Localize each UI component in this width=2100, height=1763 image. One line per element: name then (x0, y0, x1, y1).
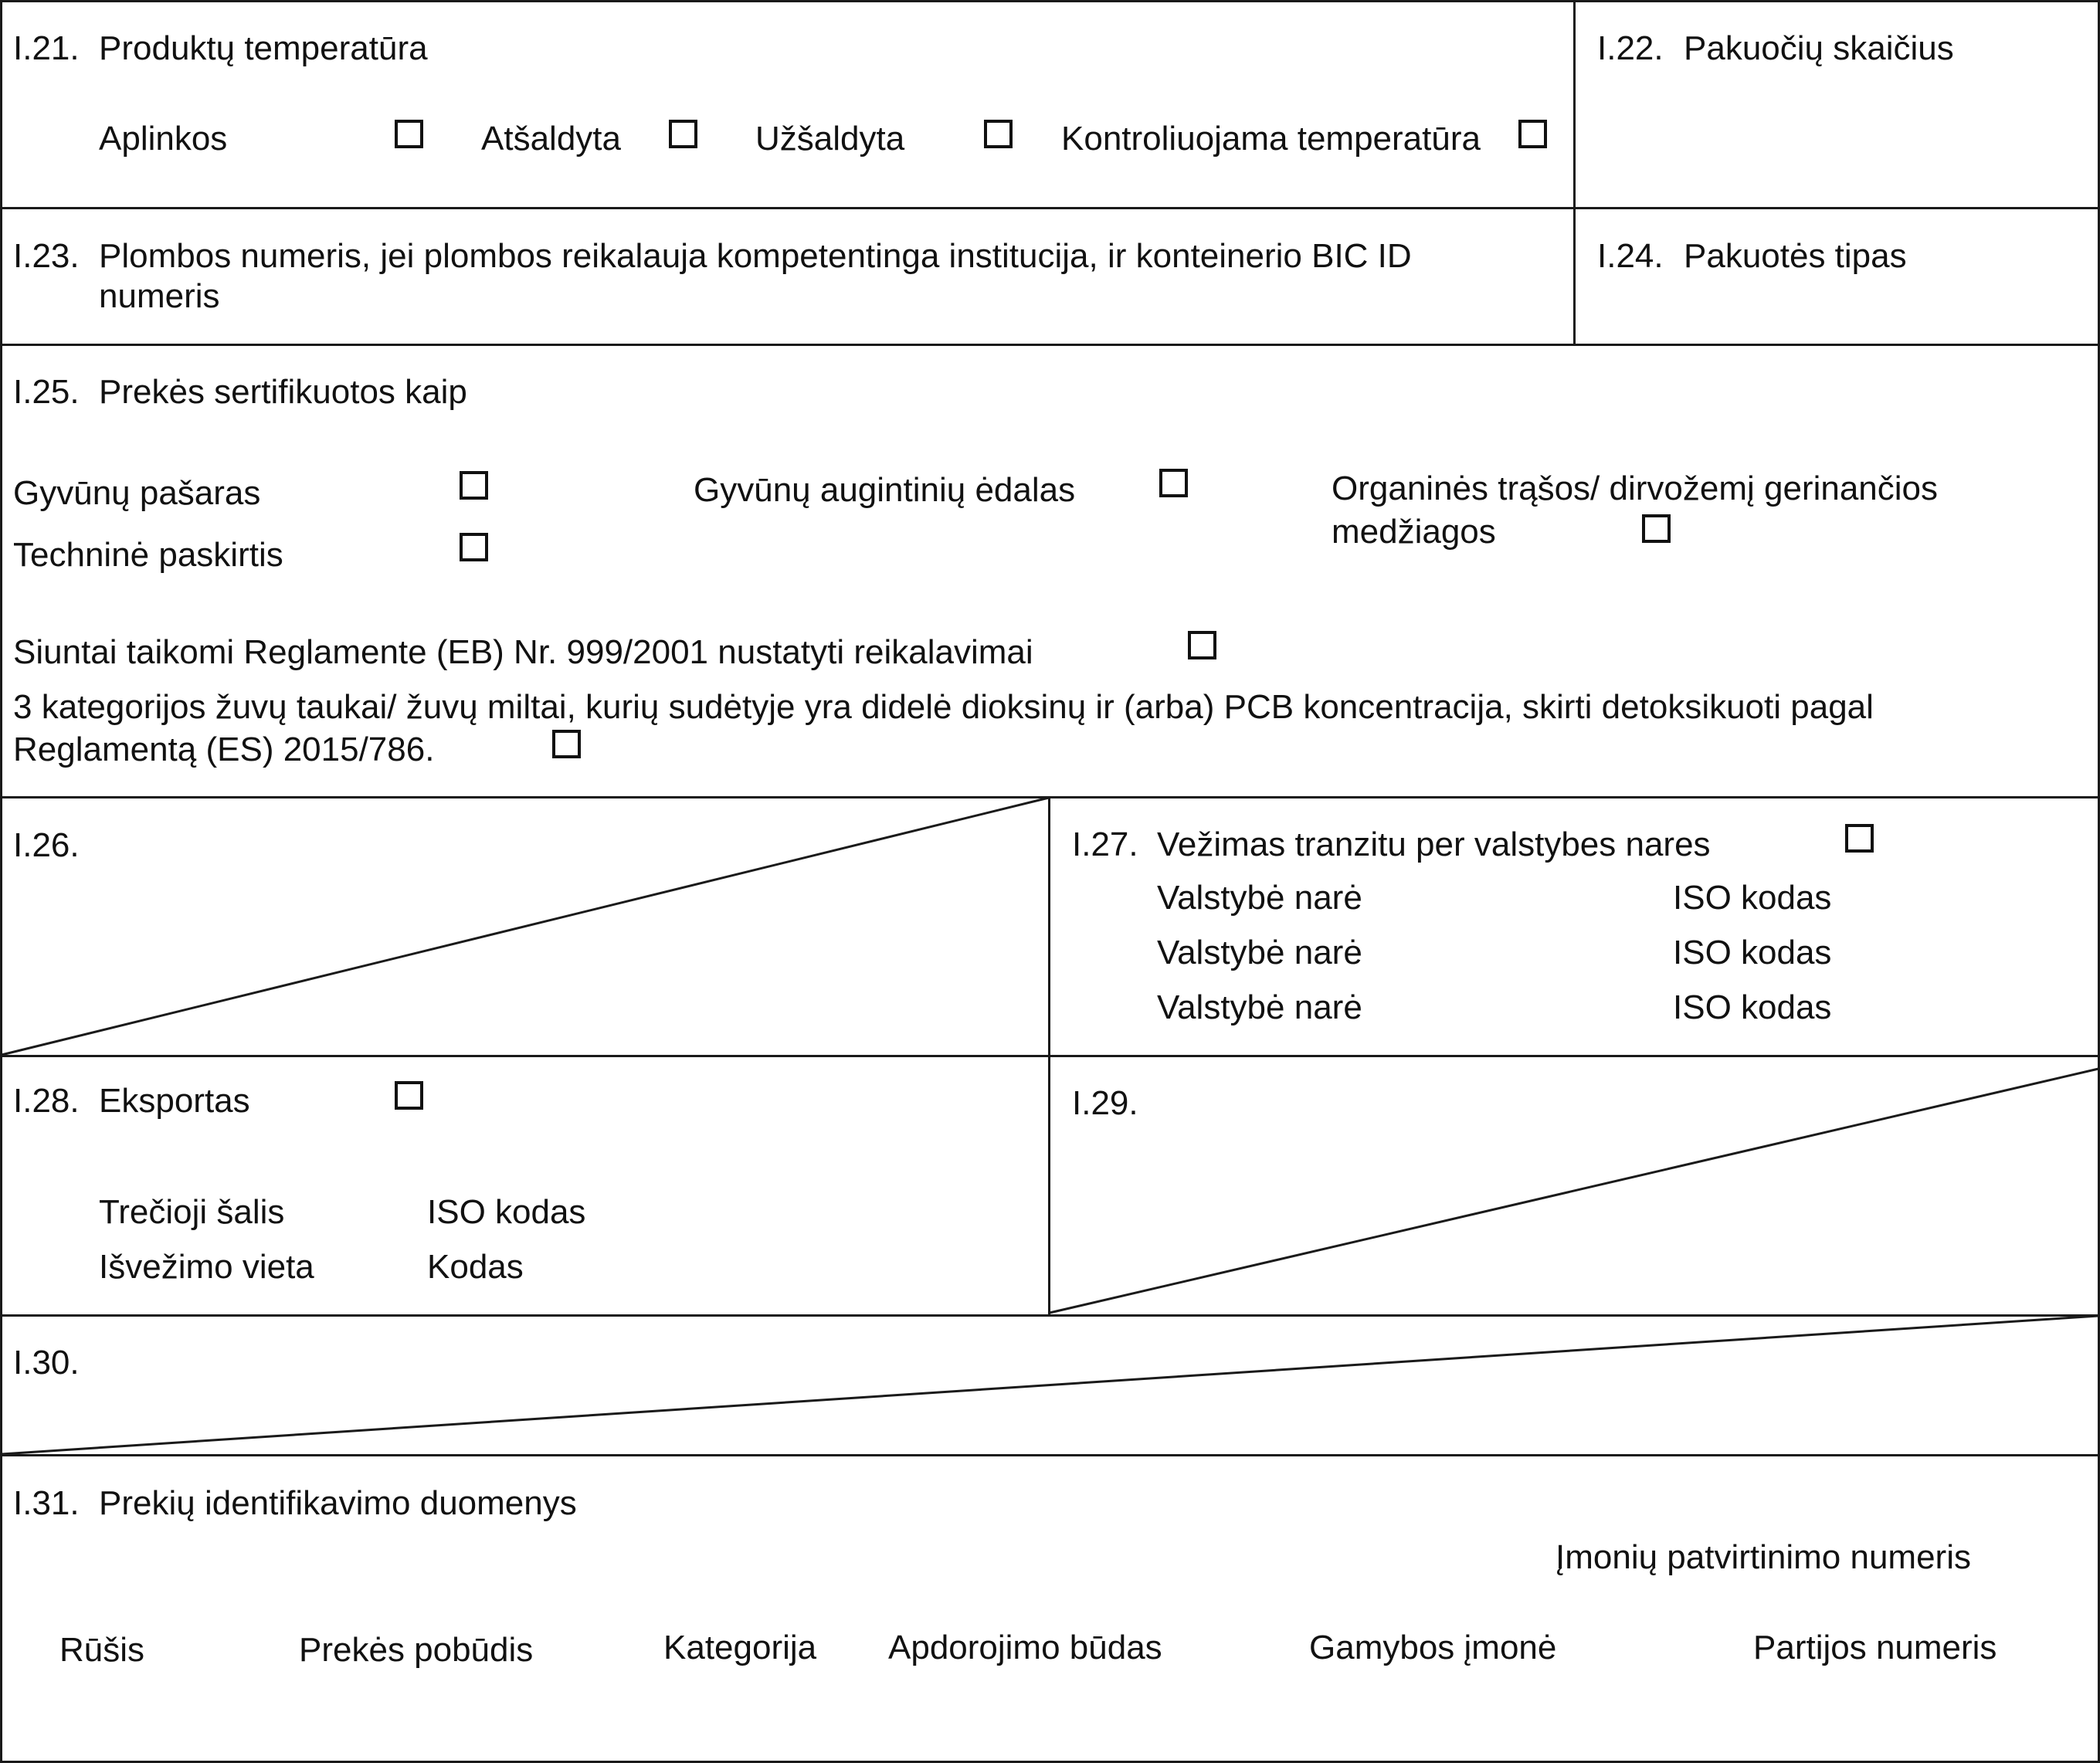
i25-gyvunu-pasaras-checkbox[interactable] (460, 471, 488, 500)
i25-organines-label-line1: Organinės trąšos/ dirvožemį gerinančios (1332, 470, 1939, 507)
i28-number: I.28. (13, 1082, 80, 1120)
i27-iso-label: ISO kodas (1673, 934, 1832, 971)
i26-diagonal (2, 798, 1049, 1055)
i25-zuvu-label-line2: Reglamentą (ES) 2015/786. (13, 731, 435, 768)
i21-atsaldyta-checkbox[interactable] (669, 120, 697, 148)
i25-zuvu-checkbox[interactable] (552, 730, 581, 758)
i21-title: Produktų temperatūra (99, 29, 428, 67)
i25-organines-label-line2: medžiagos (1332, 513, 1496, 551)
i25-reglamentas-999-checkbox[interactable] (1188, 631, 1216, 659)
i28-trecioji-salis-label: Trečioji šalis (99, 1193, 285, 1231)
i21-option-aplinkos: Aplinkos (99, 120, 228, 158)
i21-option-uzsaldyta: Užšaldyta (755, 120, 905, 158)
i31-title: Prekių identifikavimo duomenys (99, 1484, 577, 1522)
i27-title: Vežimas tranzitu per valstybes nares (1157, 826, 1711, 863)
i31-number: I.31. (13, 1484, 80, 1522)
i31-column-kategorija: Kategorija (663, 1629, 817, 1666)
i27-tranzitas-checkbox[interactable] (1845, 824, 1874, 853)
i22-number: I.22. (1597, 29, 1664, 67)
i29-number: I.29. (1072, 1084, 1138, 1122)
i31-column-rusis: Rūšis (59, 1631, 145, 1669)
i26-number: I.26. (13, 826, 80, 864)
i31-column-apdorojimo-budas: Apdorojimo būdas (888, 1629, 1162, 1666)
i28-title: Eksportas (99, 1082, 250, 1120)
i25-augintiniu-edalas-label: Gyvūnų augintinių ėdalas (694, 471, 1076, 509)
i21-option-kontroliuojama: Kontroliuojama temperatūra (1061, 120, 1481, 158)
i25-organines-checkbox[interactable] (1642, 514, 1671, 543)
i31-column-gamybos-imone: Gamybos įmonė (1309, 1629, 1557, 1666)
i30-diagonal (2, 1316, 2098, 1454)
i23-number: I.23. (13, 237, 80, 275)
i21-number: I.21. (13, 29, 80, 67)
i25-technine-checkbox[interactable] (460, 533, 488, 561)
i27-iso-label: ISO kodas (1673, 879, 1832, 917)
i28-eksportas-checkbox[interactable] (395, 1081, 423, 1110)
i28-kodas-label: Kodas (427, 1248, 524, 1286)
i27-number: I.27. (1072, 826, 1138, 863)
i28-isvezimo-vieta-label: Išvežimo vieta (99, 1248, 314, 1286)
i22-title: Pakuočių skaičius (1684, 29, 1954, 67)
i28-iso-kodas-label: ISO kodas (427, 1193, 586, 1231)
i25-reglamentas-999-label: Siuntai taikomi Reglamente (EB) Nr. 999/2001 nustatyti reikalavimai (13, 633, 1033, 671)
i31-column-partijos-numeris: Partijos numeris (1753, 1629, 1997, 1666)
i29-diagonal (1050, 1069, 2098, 1313)
i27-state-label: Valstybė narė (1157, 988, 1362, 1026)
i21-aplinkos-checkbox[interactable] (395, 120, 423, 148)
i24-number: I.24. (1597, 237, 1664, 275)
i21-kontroliuojama-checkbox[interactable] (1518, 120, 1547, 148)
i25-technine-label: Techninė paskirtis (13, 536, 283, 574)
i21-uzsaldyta-checkbox[interactable] (984, 120, 1013, 148)
i24-title: Pakuotės tipas (1684, 237, 1907, 275)
i25-augintiniu-edalas-checkbox[interactable] (1159, 469, 1188, 497)
i27-state-label: Valstybė narė (1157, 879, 1362, 917)
i25-gyvunu-pasaras-label: Gyvūnų pašaras (13, 474, 261, 512)
i25-number: I.25. (13, 373, 80, 411)
i23-title-line2: numeris (99, 277, 220, 315)
i23-title-line1: Plombos numeris, jei plombos reikalauja kompetentinga institucija, ir konteinerio BIC ID (99, 237, 1412, 275)
i30-number: I.30. (13, 1344, 80, 1382)
i21-option-atsaldyta: Atšaldyta (481, 120, 621, 158)
i31-column-prekes-pobudis: Prekės pobūdis (299, 1631, 534, 1669)
i25-title: Prekės sertifikuotos kaip (99, 373, 467, 411)
i31-imoniu-patvirtinimo-label: Įmonių patvirtinimo numeris (1555, 1538, 1971, 1576)
i25-zuvu-label-line1: 3 kategorijos žuvų taukai/ žuvų miltai, kurių sudėtyje yra didelė dioksinų ir (arba) PCB koncentracija, skirti detoksikuoti pagal (13, 688, 1874, 726)
i27-state-label: Valstybė narė (1157, 934, 1362, 971)
i27-iso-label: ISO kodas (1673, 988, 1832, 1026)
